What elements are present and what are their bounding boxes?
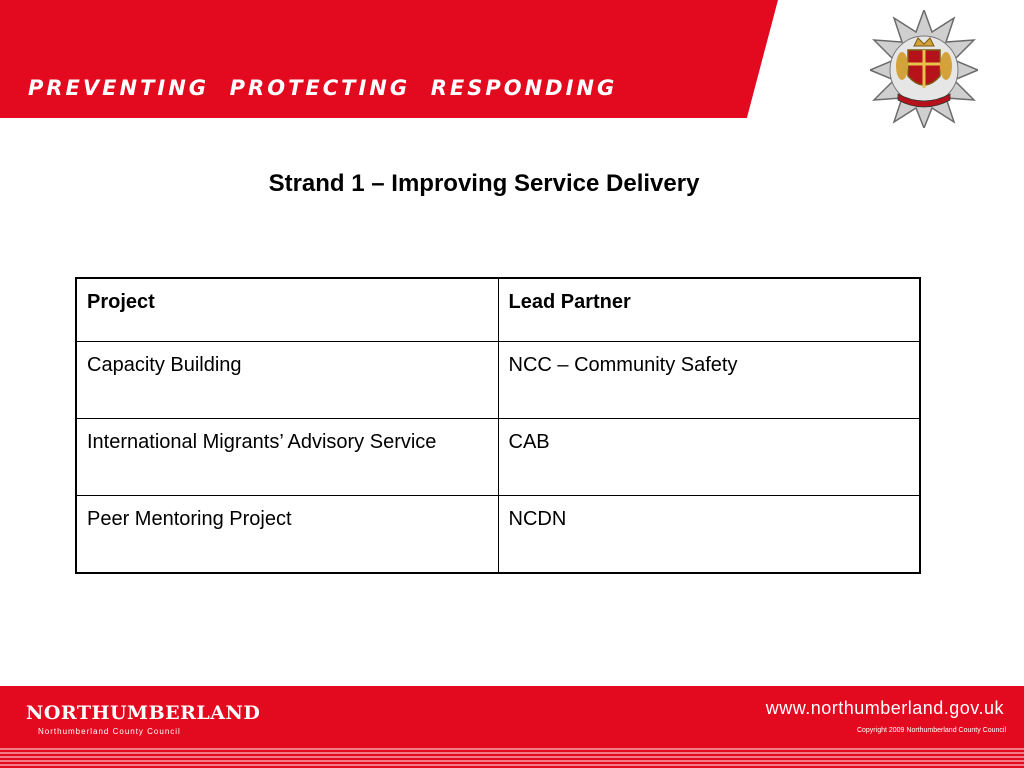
table-header-row [76,278,920,342]
lead-partner-cell: NCC – Community Safety [498,342,920,419]
lead-partner-cell: NCDN [498,496,920,574]
fire-rescue-crest-icon [870,10,978,128]
lead-partner-cell: CAB [498,419,920,496]
projects-table [75,277,921,574]
project-cell: International Migrants’ Advisory Service [76,419,498,496]
table-row [76,419,920,496]
column-header-project: Project [76,278,498,342]
copyright-text: Copyright 2009 Northumberland County Council [856,727,1006,734]
website-url: www.northumberland.gov.uk [765,698,1004,718]
project-cell: Peer Mentoring Project [76,496,498,574]
footer-stripes [0,748,1024,768]
table-row [76,496,920,574]
header-red-band [0,0,778,118]
header-banner [0,0,1024,118]
logo-subtitle: Northumberland County Council [38,727,181,736]
slide-title: Strand 1 – Improving Service Delivery [268,170,700,197]
tagline: PREVENTING PROTECTING RESPONDING [28,76,618,100]
project-cell: Capacity Building [76,342,498,419]
table-row [76,342,920,419]
northumberland-logo: NORTHUMBERLAND [26,702,261,724]
column-header-lead-partner: Lead Partner [498,278,920,342]
